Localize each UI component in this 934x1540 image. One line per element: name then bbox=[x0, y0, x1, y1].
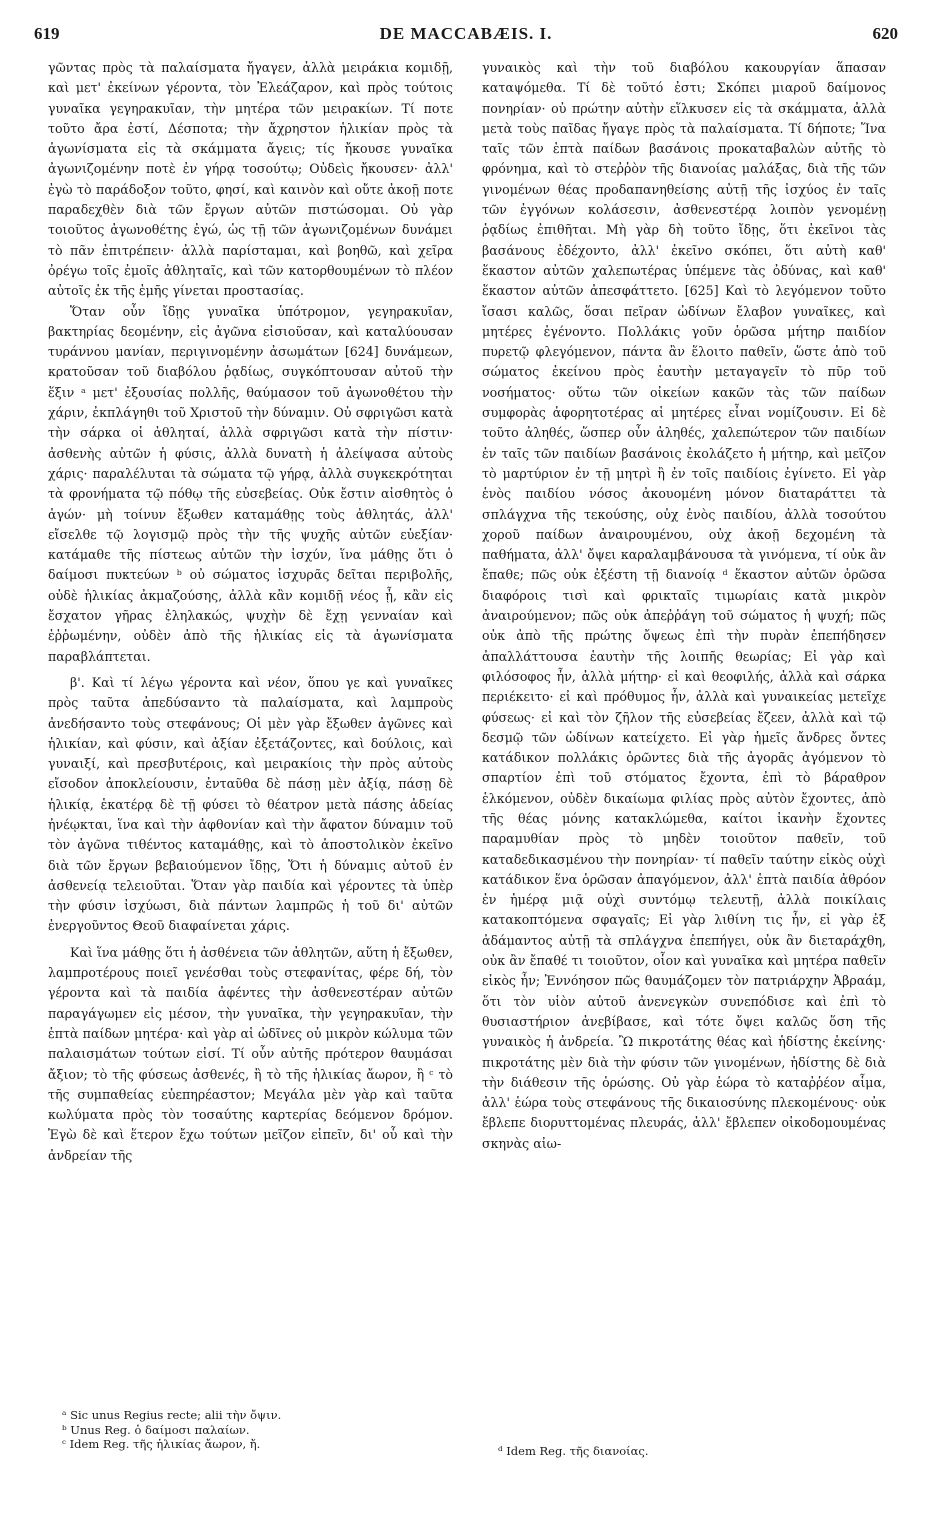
right-page-number: 620 bbox=[872, 24, 898, 43]
footnote: ᵃ Sic unus Regius recte; alii τὴν ὄψιν. bbox=[62, 1408, 282, 1422]
paragraph: γῶντας πρὸς τὰ παλαίσματα ἤγαγεν, ἀλλὰ μειράκια κομιδῇ, καὶ μετ' ἐκείνων γέροντα, τὸν Ἐλεάζαρον, καὶ πρὸς τούτοις γυναῖκα γεγηρακυῖαν, τὴν μητέρα τῶν μειρακίων. Τί ποτε τοῦτο ἄρα ἐστί, Δέσποτα; τὴν ἄχρηστον ἡλικίαν πρὸς τὰ ἀγωνίσματα εἰς τὰ σκάμματα ἄγεις; τίς ἤκουσε γυναῖκα ἀγωνιζομένην ποτὲ ἐν γήρᾳ τοσούτῳ; Οὐδεὶς ἤκουσεν· ἀλλ' ἐγὼ τὸ παράδοξον τοῦτο, φησί, καὶ καινὸν καὶ οὔτε ἀκοῇ ποτε παραδεχθὲν διὰ τῶν ἔργων αὐτῶν πιστώσομαι. Οὐ γὰρ τοιοῦτος ἀγωνοθέτης ἐγώ, ὡς τῇ τῶν ἀγωνιζομένων δυνάμει τὸ πᾶν ἐπιτρέπειν· ἀλλὰ παρίσταμαι, καὶ βοηθῶ, καὶ χεῖρα ὀρέγω τοῖς ἐμοῖς ἀθληταῖς, καὶ τῶν κατορθουμένων τὸ πλέον αὐτοῖς ἐκ τῆς ἐμῆς γίνεται προστασίας. bbox=[48, 60, 453, 299]
left-text-column bbox=[48, 58, 453, 1166]
running-title: DE MACCABÆIS. I. bbox=[379, 24, 553, 43]
running-header bbox=[34, 24, 898, 50]
footnote: ᵇ Unus Reg. ὁ δαίμοσι παλαίων. bbox=[62, 1422, 250, 1437]
footnotes-right bbox=[498, 1444, 878, 1459]
left-page-number: 619 bbox=[34, 24, 60, 43]
footnote: ᶜ Idem Reg. τῆς ἡλικίας ἄωρον, ἤ. bbox=[62, 1437, 261, 1451]
right-text-column bbox=[482, 58, 886, 1154]
paragraph: β'. Καὶ τί λέγω γέροντα καὶ νέον, ὅπου γε καὶ γυναῖκες πρὸς ταῦτα ἀπεδύσαντο τὰ παλαίσματα, καὶ λαμπροὺς ἀνεδήσαντο τοὺς στεφάνους; Οἱ μὲν γὰρ ἔξωθεν ἀγῶνες καὶ ἡλικίαν, καὶ φύσιν, καὶ ἀξίαν ἐξετάζοντες, καὶ δούλοις, καὶ γυναιξί, καὶ πρεσβυτέροις, καὶ μειρακίοις τὴν πρὸς αὐτοὺς εἴσοδον ἀποκλείουσιν, ἐνταῦθα δὲ πάσῃ μὲν ἀξίᾳ, πάσῃ δὲ ἡλικίᾳ, ἑκατέρᾳ δὲ τῇ φύσει τὸ θέατρον μετὰ πάσης ἀδείας ἠνέῳκται, ἵνα καὶ τὴν ἀφθονίαν καὶ τὴν ἄφατον δύναμιν τοῦ τὸν ἀγῶνα τιθέντος καταμάθῃς, καὶ τὸ ἀποστολικὸν ἐκεῖνο διὰ τῶν ἔργων βεβαιούμενον ἴδῃς, Ὅτι ἡ δύναμις αὐτοῦ ἐν ἀσθενείᾳ τελειοῦται. Ὅταν γὰρ παιδία καὶ γέροντες τὰ ὑπὲρ τὴν φύσιν ἰσχύωσι, διὰ πάντων λαμπρῶς ἡ τοῦ δι' αὐτῶν ἐνεργοῦντος Θεοῦ διαφαίνεται χάρις. bbox=[48, 674, 453, 934]
paragraph: Ὅταν οὖν ἴδῃς γυναῖκα ὑπότρομον, γεγηρακυῖαν, βακτηρίας δεομένην, εἰς ἀγῶνα εἰσιοῦσαν, καὶ καταλύουσαν τυράννου μανίαν, περιγινομένην ἀσωμάτων [624] δυνάμεων, κρατοῦσαν τοῦ διαβόλου ῥᾳδίως, συγκόπτουσαν αὐτοῦ τὴν ἕξιν ᵃ μετ' ἐξουσίας πολλῆς, θαύμασον τοῦ ἀγωνοθέτου τὴν χάριν, ἐκπλάγηθι τοῦ Χριστοῦ τὴν δύναμιν. Οὐ σφριγῶσι κατὰ τὴν σάρκα οἱ ἀθληταί, ἀλλὰ σφριγῶσι κατὰ τὴν πίστιν· ἀσθενὴς αὐτῶν ἡ φύσις, ἀλλὰ δυνατὴ ἡ ἀλείψασα αὐτοὺς χάρις· παραλέλυται τὰ σώματα τῷ γήρᾳ, ἀλλὰ συγκεκρότηται τὰ φρονήματα τῷ πόθῳ τῆς εὐσεβείας. Οὐκ ἔστιν αἰσθητὸς ὁ ἀγών· μὴ τοίνυν ἔξωθεν καταμάθῃς τοὺς ἀθλητάς, ἀλλ' εἴσελθε τῷ λογισμῷ πρὸς τὴν τῆς ψυχῆς αὐτῶν εὐεξίαν· κατάμαθε τῆς πίστεως αὐτῶν τὴν ἰσχύν, ἵνα μάθῃς ὅτι ὁ δαίμοσι πυκτεύων ᵇ οὐ σώματος ἰσχυρᾶς δεῖται περιβολῆς, οὐδὲ ἡλικίας ἀκμαζούσης, ἀλλὰ κἂν κομιδῇ νέος ᾖ, κἂν εἰς ἔσχατον γῆρας ἐληλακώς, ψυχὴν δὲ ἔχῃ γενναίαν καὶ ἐῤῥωμένην, οὐδὲν ἀπὸ τῆς ἡλικίας εἰς τὰ ἀγωνίσματα παραβλάπτεται. bbox=[48, 303, 453, 664]
footnote: ᵈ Idem Reg. τῆς διανοίας. bbox=[498, 1444, 649, 1458]
footnotes-left bbox=[62, 1408, 462, 1452]
paragraph: Καὶ ἵνα μάθῃς ὅτι ἡ ἀσθένεια τῶν ἀθλητῶν, αὕτη ἡ ἔξωθεν, λαμπροτέρους ποιεῖ γενέσθαι τοὺς στεφανίτας, φέρε δή, τὸν γέροντα καὶ τὰ παιδία ἀφέντες τὴν ἀσθενεστέραν αὐτῶν παραγάγωμεν εἰς μέσον, τὴν γυναῖκα, τὴν γεγηρακυῖαν, τὴν ἑπτὰ παίδων μητέρα· καὶ γὰρ αἱ ὠδῖνες οὐ μικρὸν κώλυμα τῶν παλαισμάτων τούτων εἰσί. Τί οὖν αὐτῆς πρότερον θαυμάσαι ἄξιον; τὸ τῆς φύσεως ἀσθενές, ἢ τὸ τῆς ἡλικίας ἄωρον, ἢ ᶜ τὸ τῆς συμπαθείας εὐεπηρέαστον; Μεγάλα μὲν γὰρ καὶ ταῦτα κωλύματα πρὸς τὸν τοσαύτης καρτερίας δεόμενον δρόμον. Ἐγὼ δὲ καὶ ἕτερον ἔχω τούτων μεῖζον εἰπεῖν, δι' οὗ καὶ τὴν ἀνδρείαν τῆς bbox=[48, 944, 453, 1163]
paragraph: γυναικὸς καὶ τὴν τοῦ διαβόλου κακουργίαν ἅπασαν καταψόμεθα. Τί δὲ τοῦτό ἐστι; Σκόπει μιαροῦ δαίμονος πονηρίαν· οὐ πρώτην αὐτὴν εἵλκυσεν εἰς τὰ σκάμματα, ἀλλὰ μετὰ τοὺς παῖδας ἤγαγε πρὸς τὰ παλαίσματα. Τί δήποτε; Ἵνα ταῖς τῶν ἑπτὰ παίδων βασάνοις προκαταβαλὼν αὐτῆς τὸ φρόνημα, καὶ τὸ στεῤῥὸν τῆς διανοίας μαλάξας, διὰ τῆς τῶν γινομένων θέας προδαπανηθείσης αὐτῇ τῆς ἰσχύος ἐν ταῖς τῶν ἐγγόνων κολάσεσιν, ἀσθενεστέρᾳ λοιπὸν γενομένῃ ῥᾳδίως ἐπιθῆται. Μὴ γὰρ δὴ τοῦτο ἴδῃς, ὅτι ἐκεῖνοι τὰς βασάνους ἐδέχοντο, ἀλλ' ἐκεῖνο σκόπει, ὅτι αὐτὴ καθ' ἕκαστον αὐτῶν χαλεπωτέρας ὑπέμενε τὰς ὀδύνας, καὶ καθ' ἕκαστον αὐτῶν ἀπεσφάττετο. [625] Καὶ τὸ λεγόμενον τοῦτο ἴσασι καλῶς, ὅσαι πεῖραν ὠδίνων ἔλαβον γυναῖκες, καὶ μητέρες ἐγένοντο. Πολλάκις γοῦν ὁρῶσα μήτηρ παιδίον πυρετῷ φλεγόμενον, πάντα ἂν ἕλοιτο παθεῖν, ὥστε ἀπὸ τοῦ σώματος ἐκείνου πρὸς ἑαυτὴν μεταγαγεῖν τὸ πῦρ τοῦ νοσήματος· οὕτω τῶν οἰκείων κακῶν τὰς τῶν παίδων συμφορὰς ἀφορητοτέρας αἱ μητέρες εἶναι νομίζουσιν. Εἰ δὲ τοῦτο ἀληθές, ὥσπερ οὖν ἀληθές, χαλεπώτερον τῶν παιδίων ἐν ταῖς τῶν παιδίων βασάνοις ἐκολάζετο ἡ μήτηρ, καὶ μεῖζον τὸ μαρτύριον ἐν τῇ μητρὶ ἢ ἐν τοῖς παιδίοις ἐγίνετο. Εἰ γὰρ ἑνὸς παιδίου νόσος ἀκουομένη μόνον διαταράττει τὰ σπλάγχνα τῆς τεκούσης, οὐχ ἑνὸς παιδίου, ἀλλὰ τοσούτου χοροῦ παίδων ἀναιρουμένου, οὐχ ἀκοῇ δεχομένη τὰ παθήματα, ἀλλ' ὄψει καραλαμβάνουσα τὰ γινόμενα, τί οὐκ ἂν ἔπαθε; πῶς οὐκ ἐξέστη τῇ διανοίᾳ ᵈ ἕκαστον αὐτῶν ὁρῶσα διαφόροις τισὶ καὶ φρικταῖς τιμωρίαις κατὰ μικρὸν ἀναιρούμενον; πῶς οὐκ ἀπεῤῥάγη τοῦ σώματος ἡ ψυχή; πῶς οὐκ ἀπὸ τῆς πρώτης ὄψεως ἐπὶ τὴν πυρὰν ἐπεπήδησεν ἀπαλλάττουσα ἑαυτὴν τῆς λοιπῆς θεωρίας; Εἰ γὰρ καὶ φιλόσοφος ἦν, ἀλλὰ μήτηρ· εἰ καὶ θεοφιλής, ἀλλὰ καὶ σάρκα περιέκειτο· εἰ καὶ πρόθυμος ἦν, ἀλλὰ καὶ γυναικείας μετεῖχε φύσεως· εἰ καὶ τὸν ζῆλον τῆς εὐσεβείας ἔζεεν, ἀλλὰ καὶ τῷ δεσμῷ τῶν ὠδίνων κατείχετο. Εἰ γὰρ ἡμεῖς ἄνδρες ὄντες κατάδικον πολλάκις ὁρῶντες διὰ τῆς ἀγορᾶς ἀγόμενον τὸ σπαρτίον ἐπὶ τοῦ στόματος ἔχοντα, ἐπὶ τὸ βάραθρον ἑλκόμενον, οὐδὲν δικαίωμα φιλίας πρὸς αὐτὸν ἔχοντες, ἀπὸ τῆς θέας μόνης κατακλώμεθα, καίτοι ἱκανὴν ἔχοντες παραμυθίαν πρὸς τὸ μηδὲν τοιοῦτον παθεῖν, τοῦ καταδεδικασμένου τὴν πονηρίαν· τί παθεῖν ταύτην εἰκὸς οὐχὶ κατάδικον ἕνα ὁρῶσαν ἀπαγόμενον, ἀλλ' ἑπτὰ παιδία ἀθρόον ἐν ἡμέρᾳ μιᾷ οὐχὶ συντόμῳ τελευτῇ, ἀλλὰ ποικίλαις κατακοπτόμενα σφαγαῖς; Εἰ γὰρ λιθίνη τις ἦν, εἰ γὰρ ἐξ ἀδάμαντος αὐτῇ τὰ σπλάγχνα ἐπεπήγει, οὐκ ἂν διεταράχθη, οὐκ ἂν ἔπαθέ τι τοιοῦτον, οἷον καὶ γυναῖκα καὶ μητέρα παθεῖν εἰκὸς ἦν; Ἐννόησον πῶς θαυμάζομεν τὸν πατριάρχην Ἀβραάμ, ὅτι τὸν υἱὸν αὐτοῦ ἀνενεγκὼν συνεπόδισε καὶ ἐπὶ τὸ θυσιαστήριον ἀνεβίβασε, καὶ τότε ὄψει καλῶς ὅση τῆς γυναικὸς ἡ ἀνδρεία. Ὢ πικροτάτης θέας καὶ ἡδίστης ἐκείνης· πικροτάτης μὲν διὰ τὴν φύσιν τῶν γινομένων, ἡδίστης δὲ διὰ τὴν διάθεσιν τῆς ὁρώσης. Οὐ γὰρ ἑώρα τὸ καταῤῥέον αἷμα, ἀλλ' ἑώρα τοὺς στεφάνους τῆς δικαιοσύνης πλεκομένους· οὐκ ἔβλεπε διορυττομένας πλευράς, ἀλλ' ἔβλεπεν οἰκοδομουμένας σκηνὰς αἰω- bbox=[482, 60, 886, 1151]
